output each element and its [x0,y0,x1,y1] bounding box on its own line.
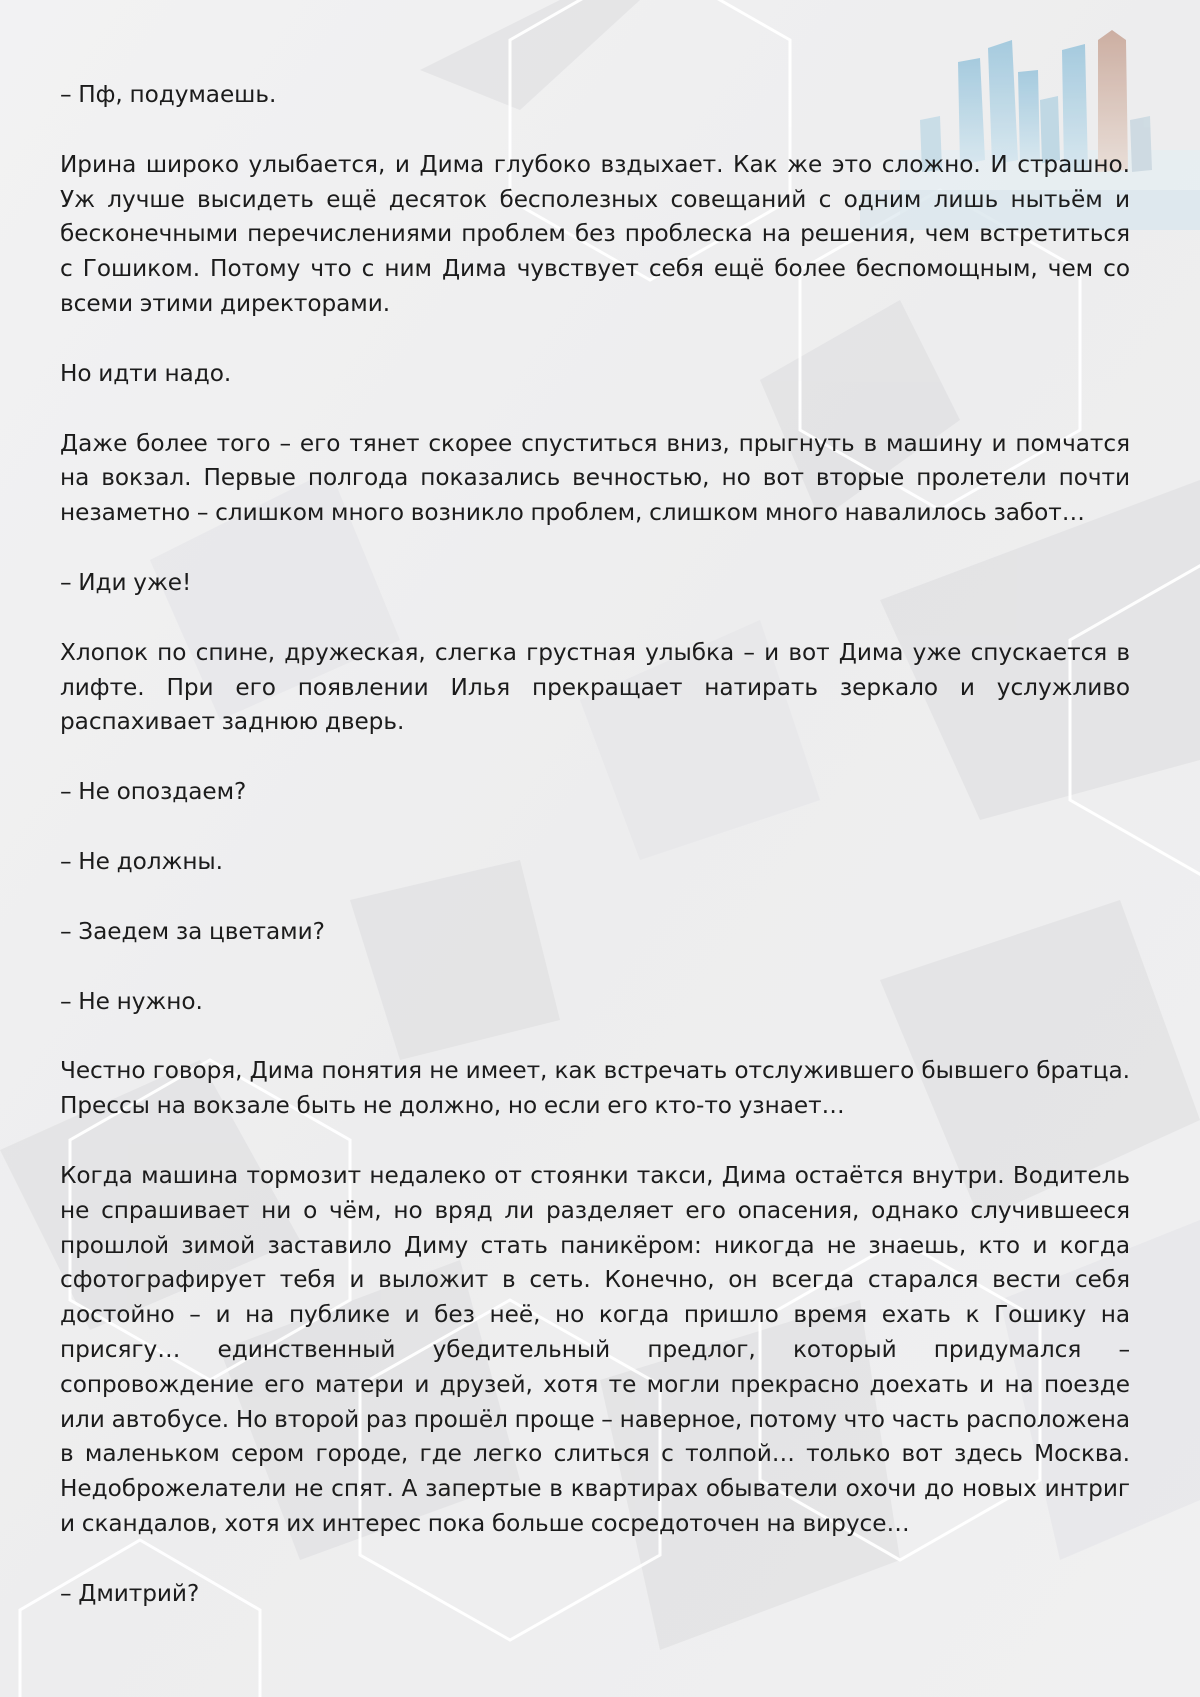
paragraph-5: – Иди уже! [60,568,192,596]
paragraph-4: Даже более того – его тянет скорее спуститься вниз, прыгнуть в машину и помчатся на вокзал. Первые полгода показались вечностью, но вот вторые пролетели почти незаметно – слишком много возникло проблем, слишком много навалилось забот… [60,429,1130,527]
paragraph-7: – Не опоздаем? [60,778,247,806]
paragraph-1: – Пф, подумаешь. [60,81,277,108]
paragraph-11: Честно говоря, Дима понятия не имеет, как встречать отслужившего бывшего братца. Прессы на вокзале быть не должно, но если его кто-то узнает… [60,1057,1130,1120]
paragraph-13: – Дмитрий? [60,1579,200,1607]
paragraph-9: – Заедем за цветами? [60,917,325,945]
paragraph-12: Когда машина тормозит недалеко от стоянки такси, Дима остаётся внутри. Водитель не спрашивает ни о чём, но вряд ли разделяет его опасения, однако случившееся прошлой зимой заставило Диму стать паникёром: никогда не знаешь, кто и когда сфотографирует тебя и выложит в сеть. Конечно, он всегда старался вести себя достойно – и на публике и без неё, но когда пришло время ехать к Гошику на присягу… единственный убедительный предлог, который придумался – сопровождение его матери и друзей, хотя те могли прекрасно доехать и на поезде или автобусе. Но второй раз прошёл проще – наверное, потому что часть расположена в маленьком сером городе, где легко слиться с толпой… только вот здесь Москва. Недоброжелатели не спят. А запертые в квартирах обыватели охочи до новых интриг и скандалов, хотя их интерес пока больше сосредоточен на вирусе… [60,1161,1130,1537]
paragraph-10: – Не нужно. [60,987,203,1015]
paragraph-3: Но идти надо. [60,359,232,387]
paragraph-8: – Не должны. [60,847,224,875]
paragraph-6: Хлопок по спине, дружеская, слегка грустная улыбка – и вот Дима уже спускается в лифте. При его появлении Илья прекращает натирать зеркало и услужливо распахивает заднюю дверь. [60,638,1130,736]
paragraph-2: Ирина широко улыбается, и Дима глубоко вздыхает. Как же это сложно. И страшно. Уж лучше высидеть ещё десяток бесполезных совещаний с одним лишь нытьём и бесконечными перечислениями проблем без проблеска на решения, чем встретиться с Гошиком. Потому что с ним Дима чувствует себя ещё более беспомощным, чем со всеми этими директорами. [60,150,1130,317]
document-body [60,78,1130,1647]
